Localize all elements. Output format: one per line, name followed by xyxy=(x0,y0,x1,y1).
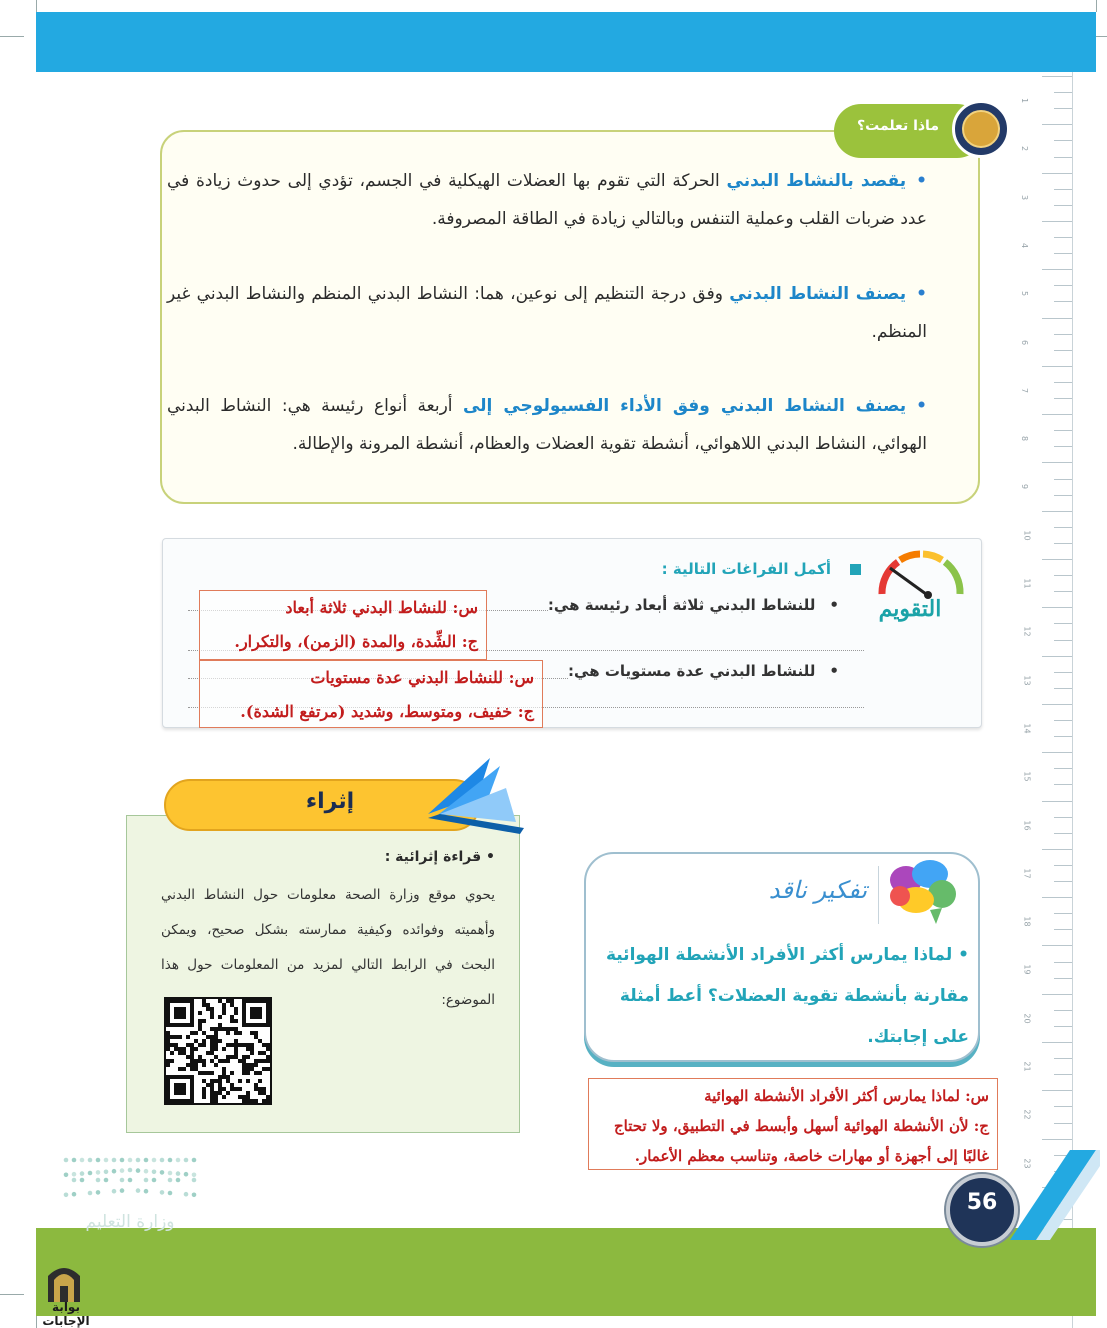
ruler-number: 10 xyxy=(1022,530,1032,541)
ruler-tick xyxy=(1054,1074,1072,1075)
ruler-tick xyxy=(1054,253,1072,254)
evaluation-answer-2 xyxy=(199,660,543,728)
ruler-tick xyxy=(1054,640,1072,641)
ruler-number: 16 xyxy=(1022,819,1032,831)
ruler-tick xyxy=(1042,994,1072,995)
ruler-tick xyxy=(1054,1058,1072,1059)
ruler-tick xyxy=(1054,527,1072,528)
ruler-tick xyxy=(1054,1010,1072,1011)
bullet-dot-icon: • xyxy=(916,284,927,304)
crop-mark xyxy=(0,1294,24,1295)
ruler-number: 23 xyxy=(1022,1158,1032,1169)
ruler-number: 11 xyxy=(1022,578,1032,589)
evaluation-prompt: للنشاط البدني عدة مستويات هي: xyxy=(568,662,816,680)
ruler-tick xyxy=(1054,736,1072,737)
bullet-text: الحركة التي تقوم بها العضلات الهيكلية في الجسم، تؤدي إلى حدوث زيادة في عدد ضربات القلب وعملية التنفس وبالتالي زيادة في الطاقة المصروفة. xyxy=(167,171,927,229)
ruler-number: 17 xyxy=(1022,868,1032,879)
ruler-tick xyxy=(1042,559,1072,560)
answer-question: س: للنشاط البدني عدة مستويات xyxy=(310,668,534,687)
ruler-tick xyxy=(1054,720,1072,721)
ruler-tick xyxy=(1054,495,1072,496)
square-bullet-icon xyxy=(850,564,861,575)
ruler-tick xyxy=(1054,92,1072,93)
ruler-tick xyxy=(1054,543,1072,544)
ruler-tick xyxy=(1054,430,1072,431)
learned-bullet-3 xyxy=(167,387,927,463)
crop-mark xyxy=(36,0,37,12)
bullet-text: وفق درجة التنظيم إلى نوعين، هما: النشاط البدني المنظم والنشاط البدني غير المنظم. xyxy=(167,284,927,342)
bullet-dot-icon: • xyxy=(916,396,927,416)
ruler-tick xyxy=(1054,591,1072,592)
ruler-tick xyxy=(1042,511,1072,512)
ruler-tick xyxy=(1042,221,1072,222)
ruler-number: 15 xyxy=(1022,771,1032,782)
ruler-tick xyxy=(1054,962,1072,963)
critical-separator xyxy=(878,866,879,924)
ruler-tick xyxy=(1042,897,1072,898)
ruler-tick xyxy=(1042,414,1072,415)
ruler-tick xyxy=(1054,913,1072,914)
ruler-tick xyxy=(1042,76,1072,77)
ministry-logo-icon xyxy=(62,1155,198,1201)
ruler-number: 13 xyxy=(1022,675,1032,686)
critical-thinking-answer xyxy=(588,1078,998,1170)
ruler-tick xyxy=(1042,801,1072,802)
ruler-tick xyxy=(1054,285,1072,286)
ruler-tick xyxy=(1042,1042,1072,1043)
ruler-tick xyxy=(1042,607,1072,608)
answer-question: س: لماذا يمارس أكثر الأفراد الأنشطة الهوائية xyxy=(704,1087,989,1105)
answer-text: ج: خفيف، ومتوسط، وشديد (مرتفع الشدة). xyxy=(240,702,534,721)
bottom-footer-band xyxy=(36,1228,1096,1316)
ruler-tick xyxy=(1054,1123,1072,1124)
corner-stripes xyxy=(1010,1150,1100,1240)
ruler-tick xyxy=(1054,108,1072,109)
ruler-tick xyxy=(1054,157,1072,158)
bullet-dot-icon: • xyxy=(829,662,839,680)
learned-bullet-2 xyxy=(167,275,927,351)
side-ruler xyxy=(1018,72,1072,1232)
ruler-tick xyxy=(1054,575,1072,576)
ruler-number: 5 xyxy=(1020,291,1030,297)
answer-text: ج: لأن الأنشطة الهوائية أسهل وأبسط في التطبيق، ولا تحتاج غالبًا إلى أجهزة أو مهارات خاصة، وتناسب معظم الأعمار. xyxy=(613,1117,989,1165)
ruler-tick xyxy=(1054,929,1072,930)
ministry-name: وزارة التعليم xyxy=(85,1212,175,1232)
evaluation-answer-1 xyxy=(199,590,487,660)
ruler-tick xyxy=(1042,462,1072,463)
ruler-tick xyxy=(1042,1090,1072,1091)
ruler-tick xyxy=(1042,318,1072,319)
ruler-number: 9 xyxy=(1020,484,1030,490)
ruler-tick xyxy=(1054,817,1072,818)
ruler-tick xyxy=(1054,833,1072,834)
top-header-band xyxy=(36,12,1096,72)
bullet-dot-icon: • xyxy=(916,171,927,191)
critical-thinking-question: • لماذا يمارس أكثر الأفراد الأنشطة الهوائية مقارنة بأنشطة تقوية العضلات؟ أعط أمثلة على إجابتك. xyxy=(605,945,969,1047)
ruler-number: 2 xyxy=(1020,146,1030,152)
ruler-tick xyxy=(1042,704,1072,705)
ruler-tick xyxy=(1054,237,1072,238)
qr-code[interactable] xyxy=(164,997,272,1105)
ruler-number: 14 xyxy=(1022,723,1032,734)
gauge-icon xyxy=(868,542,972,642)
learned-tab-label: ماذا تعلمت؟ xyxy=(857,118,939,134)
ruler-tick xyxy=(1054,350,1072,351)
bullet-keyword: يصنف النشاط البدني xyxy=(729,284,907,304)
ruler-tick xyxy=(1042,124,1072,125)
ruler-tick xyxy=(1042,1139,1072,1140)
ruler-tick xyxy=(1054,382,1072,383)
evaluation-item-1 xyxy=(548,596,839,614)
ruler-number: 6 xyxy=(1020,339,1030,345)
ruler-number: 1 xyxy=(1020,97,1030,104)
bullet-dot-icon: • xyxy=(829,596,839,614)
answer-question: س: للنشاط البدني ثلاثة أبعاد xyxy=(285,598,478,617)
critical-thinking-title: تفكير ناقد xyxy=(768,876,867,904)
ruler-number: 3 xyxy=(1020,194,1030,200)
ruler-number: 21 xyxy=(1022,1061,1032,1072)
answer-text: ج: الشِّدة، والمدة (الزمن)، والتكرار. xyxy=(234,632,478,651)
answers-portal-logo-icon xyxy=(44,1258,84,1304)
brain-icon xyxy=(884,856,960,926)
page-number: 56 xyxy=(966,1190,998,1215)
ruler-tick xyxy=(1054,398,1072,399)
evaluation-instruction: أكمل الفراغات التالية : xyxy=(661,560,831,578)
ruler-number: 19 xyxy=(1022,964,1032,975)
crop-mark xyxy=(1096,0,1097,12)
ruler-tick xyxy=(1054,881,1072,882)
evaluation-prompt: للنشاط البدني ثلاثة أبعاد رئيسة هي: xyxy=(547,596,816,614)
ruler-tick xyxy=(1042,849,1072,850)
ruler-tick xyxy=(1054,865,1072,866)
evaluation-badge-label: التقويم xyxy=(878,596,942,622)
ruler-tick xyxy=(1042,173,1072,174)
ruler-tick xyxy=(1042,945,1072,946)
ruler-tick xyxy=(1054,784,1072,785)
ruler-tick xyxy=(1042,269,1072,270)
qr-code-icon xyxy=(166,999,270,1103)
open-book-icon xyxy=(420,752,526,838)
bullet-keyword: يقصد بالنشاط البدني xyxy=(726,171,907,191)
ruler-tick xyxy=(1042,752,1072,753)
ruler-tick xyxy=(1054,1106,1072,1107)
ruler-tick xyxy=(1054,672,1072,673)
answers-portal-label: بوابة الإجابات xyxy=(42,1300,90,1328)
enrichment-paragraph: يحوي موقع وزارة الصحة معلومات حول النشاط البدني وأهميته وفوائده وكيفية ممارسته بشكل صحيح، ويمكن البحث في الرابط التالي لمزيد من المعلومات حول هذا الموضوع: xyxy=(161,887,495,1008)
ruler-tick xyxy=(1042,656,1072,657)
ruler-line xyxy=(1072,72,1073,1328)
enrichment-heading: • قراءة إثرائية : xyxy=(384,849,495,865)
ruler-number: 22 xyxy=(1022,1109,1032,1120)
medal-inner-icon xyxy=(962,110,1000,148)
ruler-tick xyxy=(1054,189,1072,190)
ruler-number: 18 xyxy=(1022,916,1032,927)
ruler-tick xyxy=(1054,688,1072,689)
ruler-tick xyxy=(1054,140,1072,141)
ruler-tick xyxy=(1054,623,1072,624)
bullet-text: أربعة أنواع رئيسة هي: النشاط البدني الهوائي، النشاط البدني اللاهوائي، أنشطة تقوية العضلات والعظام، أنشطة المرونة والإطالة. xyxy=(167,396,927,454)
learned-bullet-1 xyxy=(167,162,927,238)
ruler-number: 20 xyxy=(1022,1013,1032,1024)
evaluation-item-2 xyxy=(568,662,839,680)
ruler-number: 7 xyxy=(1020,387,1030,393)
ruler-number: 12 xyxy=(1022,626,1032,637)
crop-mark xyxy=(0,36,24,37)
ruler-tick xyxy=(1054,301,1072,302)
ruler-tick xyxy=(1054,334,1072,335)
ruler-tick xyxy=(1054,205,1072,206)
enrichment-title: إثراء xyxy=(305,789,355,814)
ruler-tick xyxy=(1042,366,1072,367)
ruler-tick xyxy=(1054,446,1072,447)
ruler-tick xyxy=(1054,479,1072,480)
ruler-tick xyxy=(1054,1026,1072,1027)
bullet-keyword: يصنف النشاط البدني وفق الأداء الفسيولوجي إلى xyxy=(462,396,907,416)
ruler-number: 8 xyxy=(1020,436,1030,442)
ruler-tick xyxy=(1054,978,1072,979)
ruler-tick xyxy=(1054,768,1072,769)
ruler-number: 4 xyxy=(1020,242,1030,248)
